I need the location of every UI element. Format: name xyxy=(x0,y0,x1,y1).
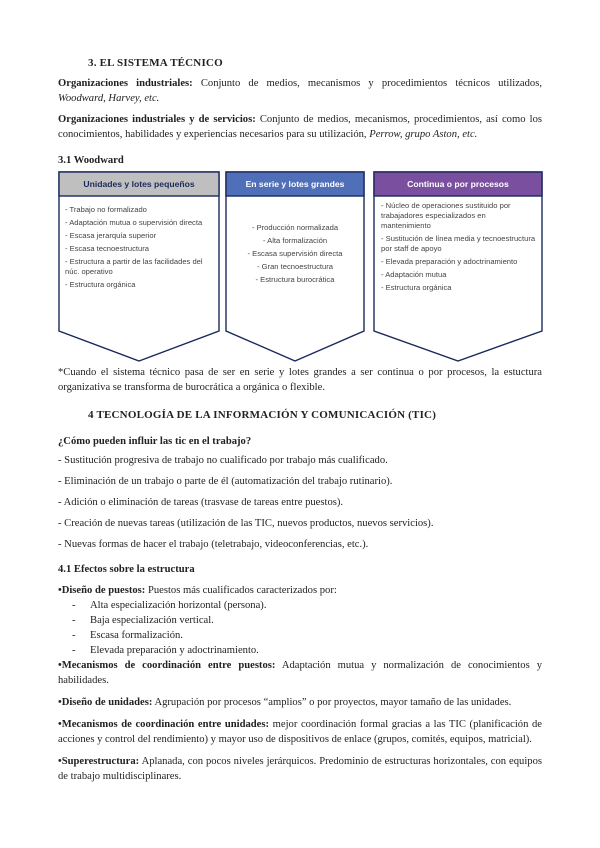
lead-services: Organizaciones industriales y de servicios: xyxy=(58,114,256,125)
column-3-header: Continua o por procesos xyxy=(407,178,509,189)
woodward-column-3 xyxy=(373,171,543,363)
column-1-header: Unidades y lotes pequeños xyxy=(83,178,195,189)
woodward-column-2 xyxy=(225,171,365,363)
list-item: - Baja especialización vertical. xyxy=(58,613,542,628)
lead-superestructura: •Superestructura: xyxy=(58,756,140,768)
section-3-title: 3. EL SISTEMA TÉCNICO xyxy=(88,57,223,69)
list-item: - Estructura orgánica xyxy=(65,280,136,290)
authors-services: Perrow, grupo Aston, etc. xyxy=(369,129,478,141)
list-item: - Sustitución progresiva de trabajo no cualificado por trabajo más cualificado. xyxy=(58,455,388,466)
lead-industrial: Organizaciones industriales: xyxy=(58,78,193,89)
list-item: - Eliminación de un trabajo o parte de él (automatización del trabajo rutinario). xyxy=(58,476,393,488)
list-item: - Nuevas formas de hacer el trabajo (teletrabajo, videoconferencias, etc.). xyxy=(58,539,369,551)
paragraph-superestructura xyxy=(58,754,542,784)
text-diseno-puestos: Puestos más cualificados caracterizados por: xyxy=(145,585,337,596)
list-item: - Producción normalizada xyxy=(251,223,339,232)
list-item: - Alta formalización xyxy=(262,236,328,246)
paragraph-diseno-unidades xyxy=(58,695,542,710)
list-item: - Gran tecnoestructura xyxy=(257,262,333,272)
text-services: Conjunto de medios, mecanismos, procedimientos, así como los conocimientos, habilidades y experiencias necesarios para su utilización, xyxy=(58,114,542,141)
list-item: - Escasa jerarquía superior xyxy=(65,231,157,241)
section-4-title: 4 TECNOLOGÍA DE LA INFORMACIÓN Y COMUNICACIÓN (TIC) xyxy=(88,409,437,421)
paragraph-mecanismos-unidades xyxy=(58,717,542,747)
text-diseno-unidades: Agrupación por procesos “amplios” o por proyectos, mayor tamaño de las unidades. xyxy=(152,697,512,709)
paragraph-industrial xyxy=(58,76,542,106)
lead-diseno-puestos: •Diseño de puestos: xyxy=(58,585,146,596)
text-mecanismos-puestos: Adaptación mutua y normalización de conocimientos y habilidades. xyxy=(58,660,543,687)
list-item: - Adición o eliminación de tareas (trasvase de tareas entre puestos). xyxy=(58,497,344,509)
list-item: - Trabajo no formalizado xyxy=(65,205,147,214)
tic-points xyxy=(58,453,542,558)
paragraph-mecanismos-puestos xyxy=(58,658,542,688)
column-1-list xyxy=(65,205,215,293)
lead-diseno-unidades: •Diseño de unidades: xyxy=(58,697,153,709)
list-item: - Sustitución de línea media y tecnoestructura por staff de apoyo xyxy=(381,234,536,254)
woodward-note: *Cuando el sistema técnico pasa de ser en serie y lotes grandes a ser continua o por procesos, la estuctura organizativa se transforma de burocrática a orgánica o flexible. xyxy=(58,367,542,394)
list-item: - Adaptación mutua xyxy=(381,270,447,280)
text-industrial: Conjunto de medios, mecanismos y procedimientos técnicos utilizados, xyxy=(192,78,543,89)
authors-industrial: Woodward, Harvey, etc. xyxy=(58,93,160,105)
woodward-column-1 xyxy=(58,171,220,363)
paragraph-diseno-puestos xyxy=(58,583,542,598)
column-2-list xyxy=(231,223,359,288)
diseno-puestos-list xyxy=(58,598,542,658)
list-item: - Núcleo de operaciones sustituido por trabajadores especializados en mantenimiento xyxy=(381,201,511,231)
list-item: - Escasa tecnoestructura xyxy=(65,244,149,254)
text-mecanismos-unidades: mejor coordinación formal gracias a las TIC (planificación de acciones y control del rendimiento) y mayor uso de dispositivos de enlace (grupos, comités, equipos, matricial). xyxy=(58,719,542,746)
list-item: - Escasa supervisión directa xyxy=(247,249,343,259)
effects-heading: 4.1 Efectos sobre la estructura xyxy=(58,564,195,575)
list-item: - Escasa formalización. xyxy=(58,628,542,643)
list-item: - Alta especialización horizontal (persona). xyxy=(58,598,542,613)
list-item: - Elevada preparación y adoctrinamiento xyxy=(381,257,518,267)
lead-mecanismos-puestos: •Mecanismos de coordinación entre puestos: xyxy=(58,660,276,672)
list-item: - Estructura a partir de las facilidades del núc. operativo xyxy=(65,257,203,277)
column-2-header: En serie y lotes grandes xyxy=(245,178,345,189)
tic-question: ¿Cómo pueden influir las tic en el trabajo? xyxy=(58,436,252,447)
text-superestructura: Aplanada, con pocos niveles jerárquicos. Predominio de estructuras horizontales, con equipos de trabajo multidisciplinares. xyxy=(58,756,542,783)
list-item: - Estructura burocrática xyxy=(255,275,335,285)
list-item: - Estructura orgánica xyxy=(381,283,452,293)
list-item: - Elevada preparación y adoctrinamiento. xyxy=(58,643,542,658)
column-3-list xyxy=(381,201,537,296)
list-item: - Creación de nuevas tareas (utilización de las TIC, nuevos productos, nuevos servicios). xyxy=(58,518,434,530)
effects-section xyxy=(58,583,542,784)
lead-mecanismos-unidades: •Mecanismos de coordinación entre unidades: xyxy=(58,719,270,731)
woodward-heading: 3.1 Woodward xyxy=(58,155,124,166)
list-item: - Adaptación mutua o supervisión directa xyxy=(65,218,203,228)
paragraph-services xyxy=(58,112,542,142)
